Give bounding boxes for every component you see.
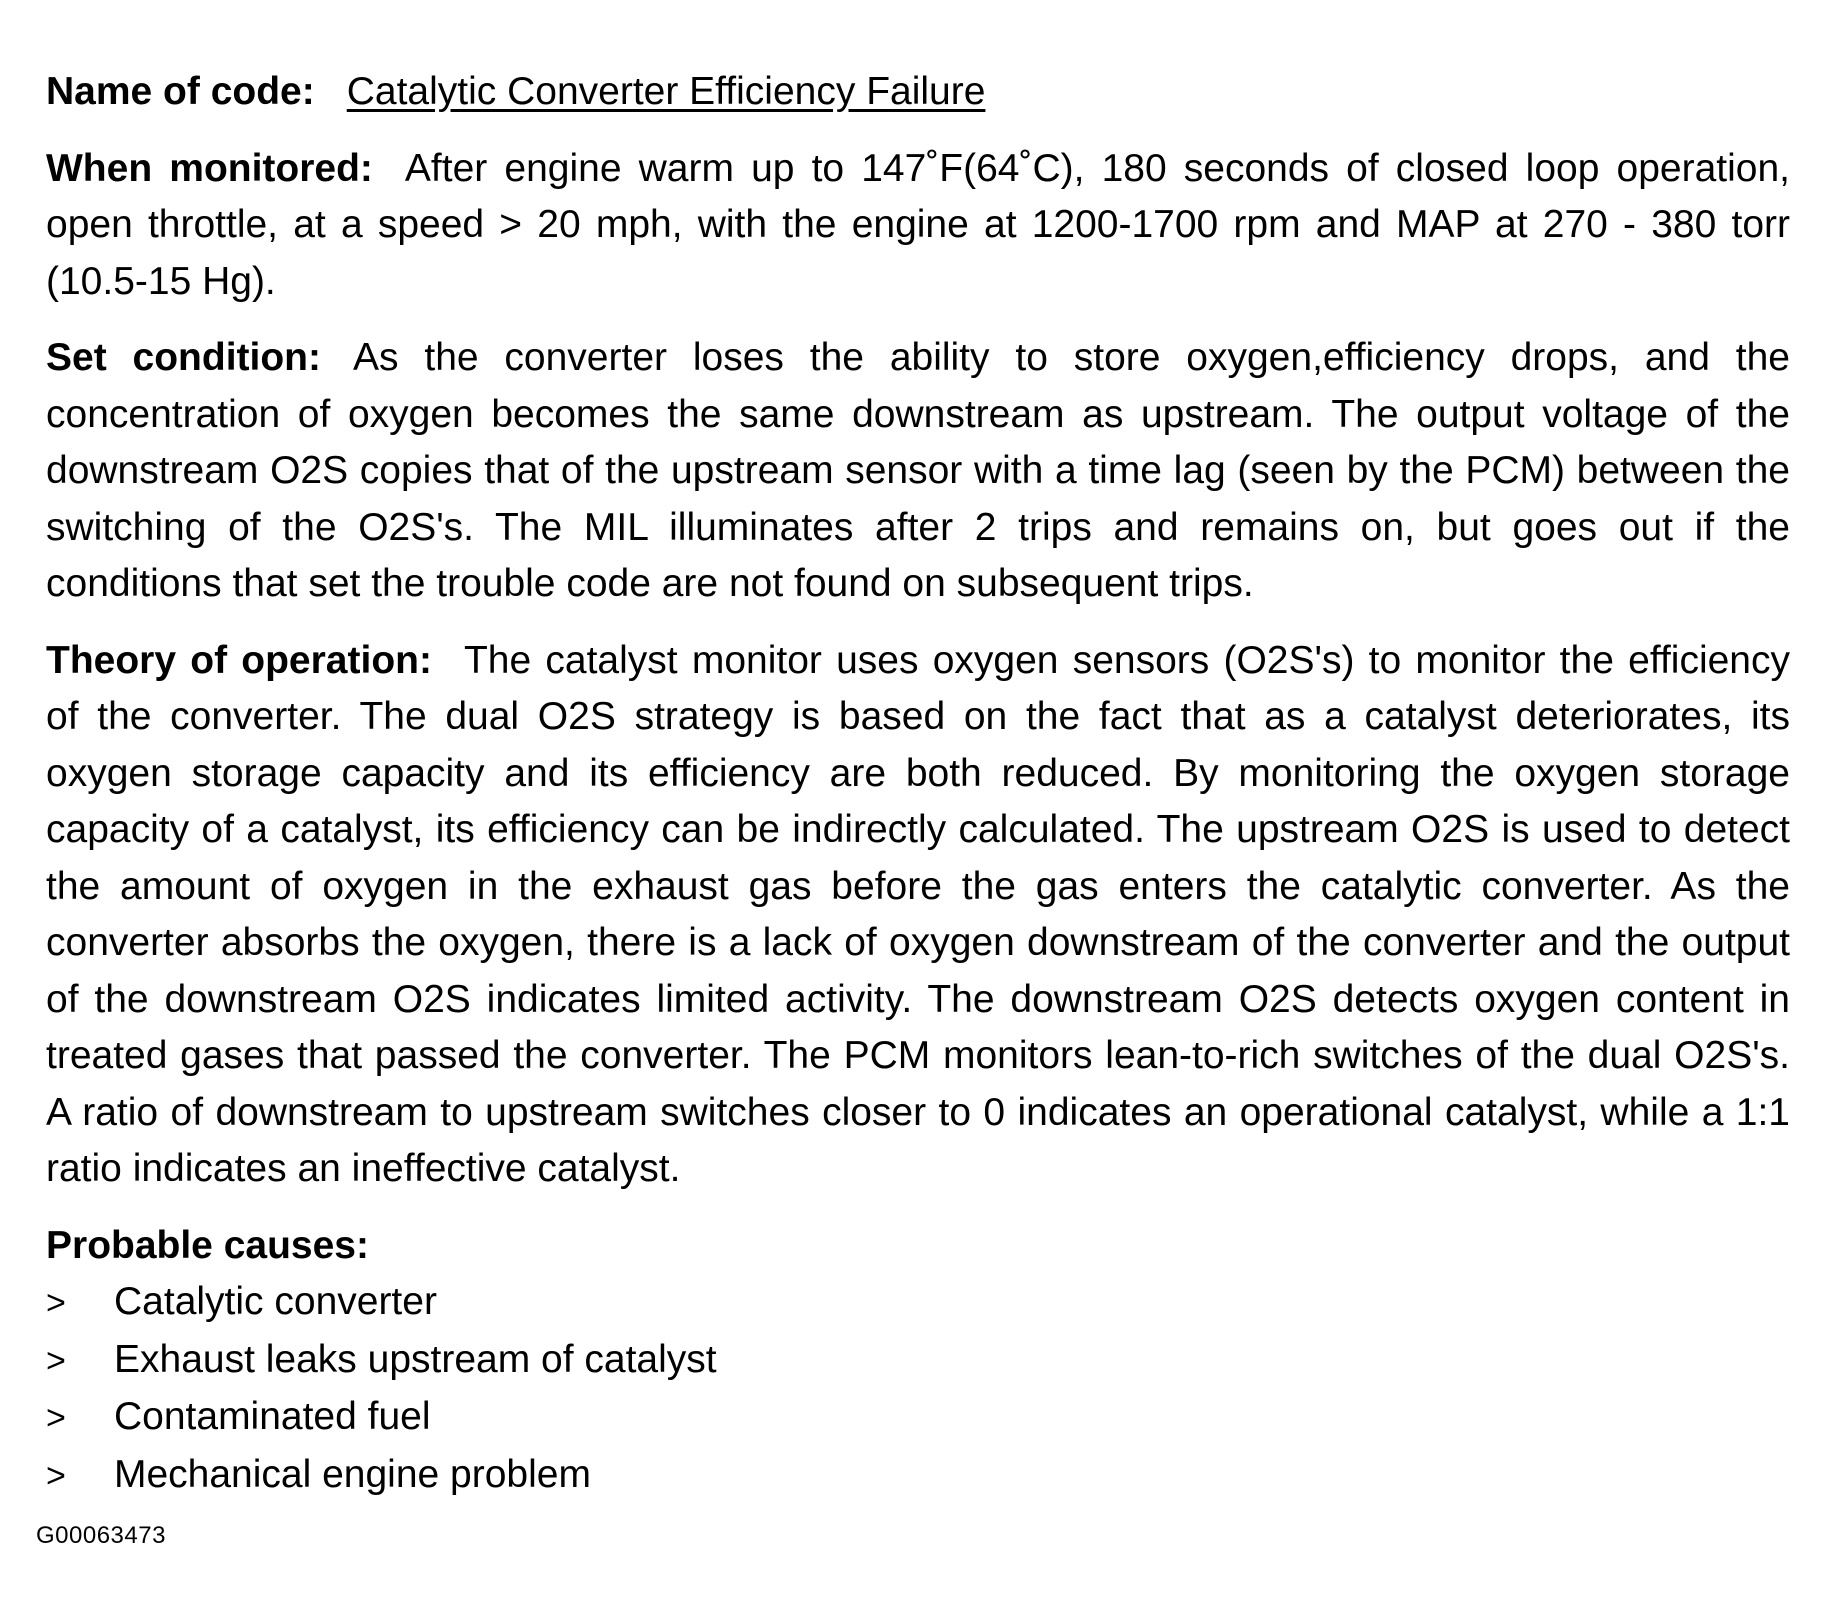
cause-text: Contaminated fuel xyxy=(114,1395,431,1438)
theory-of-operation-text: The catalyst monitor uses oxygen sensors (O2S's) to monitor the efficiency of the converter. The dual O2S strategy is based on the fact that as a catalyst deteriorates, its oxygen storage capacity and its efficiency are both reduced. By monitoring the oxygen storage capacity of a catalyst, its efficiency can be indirectly calculated. The upstream O2S is used to detect the amount of oxygen in the exhaust gas before the gas enters the catalytic converter. As the converter absorbs the oxygen, there is a lack of oxygen downstream of the converter and the output of the downstream O2S indicates limited activity. The downstream O2S detects oxygen content in treated gases that passed the converter. The PCM monitors lean-to-rich switches of the dual O2S's. A ratio of downstream to upstream switches closer to 0 indicates an operational catalyst, while a 1:1 ratio indicates an ineffective catalyst. xyxy=(46,638,1790,1190)
when-monitored-label: When monitored: xyxy=(46,146,373,190)
set-condition-text: As the converter loses the ability to store oxygen,efficiency drops, and the concentration of oxygen becomes the same downstream as upstream. The output voltage of the downstream O2S copies that of the upstream sensor with a time lag (seen by the PCM) between the switching of the O2S's. The MIL illuminates after 2 trips and remains on, but goes out if the conditions that set the trouble code are not found on subsequent trips. xyxy=(46,336,1790,605)
document-body xyxy=(46,64,1790,1504)
cause-text: Mechanical engine problem xyxy=(114,1452,591,1496)
theory-of-operation-section xyxy=(46,633,1790,1198)
when-monitored-section xyxy=(46,141,1790,311)
list-item xyxy=(46,1389,1790,1447)
set-condition-label: Set condition: xyxy=(46,336,321,379)
code-name-value: Catalytic Converter Efficiency Failure xyxy=(346,70,986,113)
name-of-code-label: Name of code: xyxy=(46,70,315,113)
probable-causes-heading: Probable causes: xyxy=(46,1223,369,1267)
cause-text: Catalytic converter xyxy=(114,1280,437,1323)
set-condition-section xyxy=(46,330,1790,613)
list-item xyxy=(46,1447,1790,1505)
list-item xyxy=(46,1332,1790,1390)
theory-of-operation-label: Theory of operation: xyxy=(46,638,432,682)
probable-causes-section xyxy=(46,1218,1790,1505)
when-monitored-text: After engine warm up to 147˚F(64˚C), 180 seconds of closed loop operation, open throttle, at a speed > 20 mph, with the engine at 1200-1700 rpm and MAP at 270 - 380 torr (10.5-15 Hg). xyxy=(46,146,1790,303)
cause-text: Exhaust leaks upstream of catalyst xyxy=(114,1337,717,1381)
list-item xyxy=(46,1274,1790,1332)
bullet-marker: > xyxy=(46,1284,66,1322)
bullet-marker: > xyxy=(46,1456,66,1495)
name-of-code-row xyxy=(46,64,1790,121)
bullet-marker: > xyxy=(46,1341,66,1380)
probable-causes-list xyxy=(46,1274,1790,1504)
figure-id: G00063473 xyxy=(36,1522,166,1549)
bullet-marker: > xyxy=(46,1399,66,1437)
